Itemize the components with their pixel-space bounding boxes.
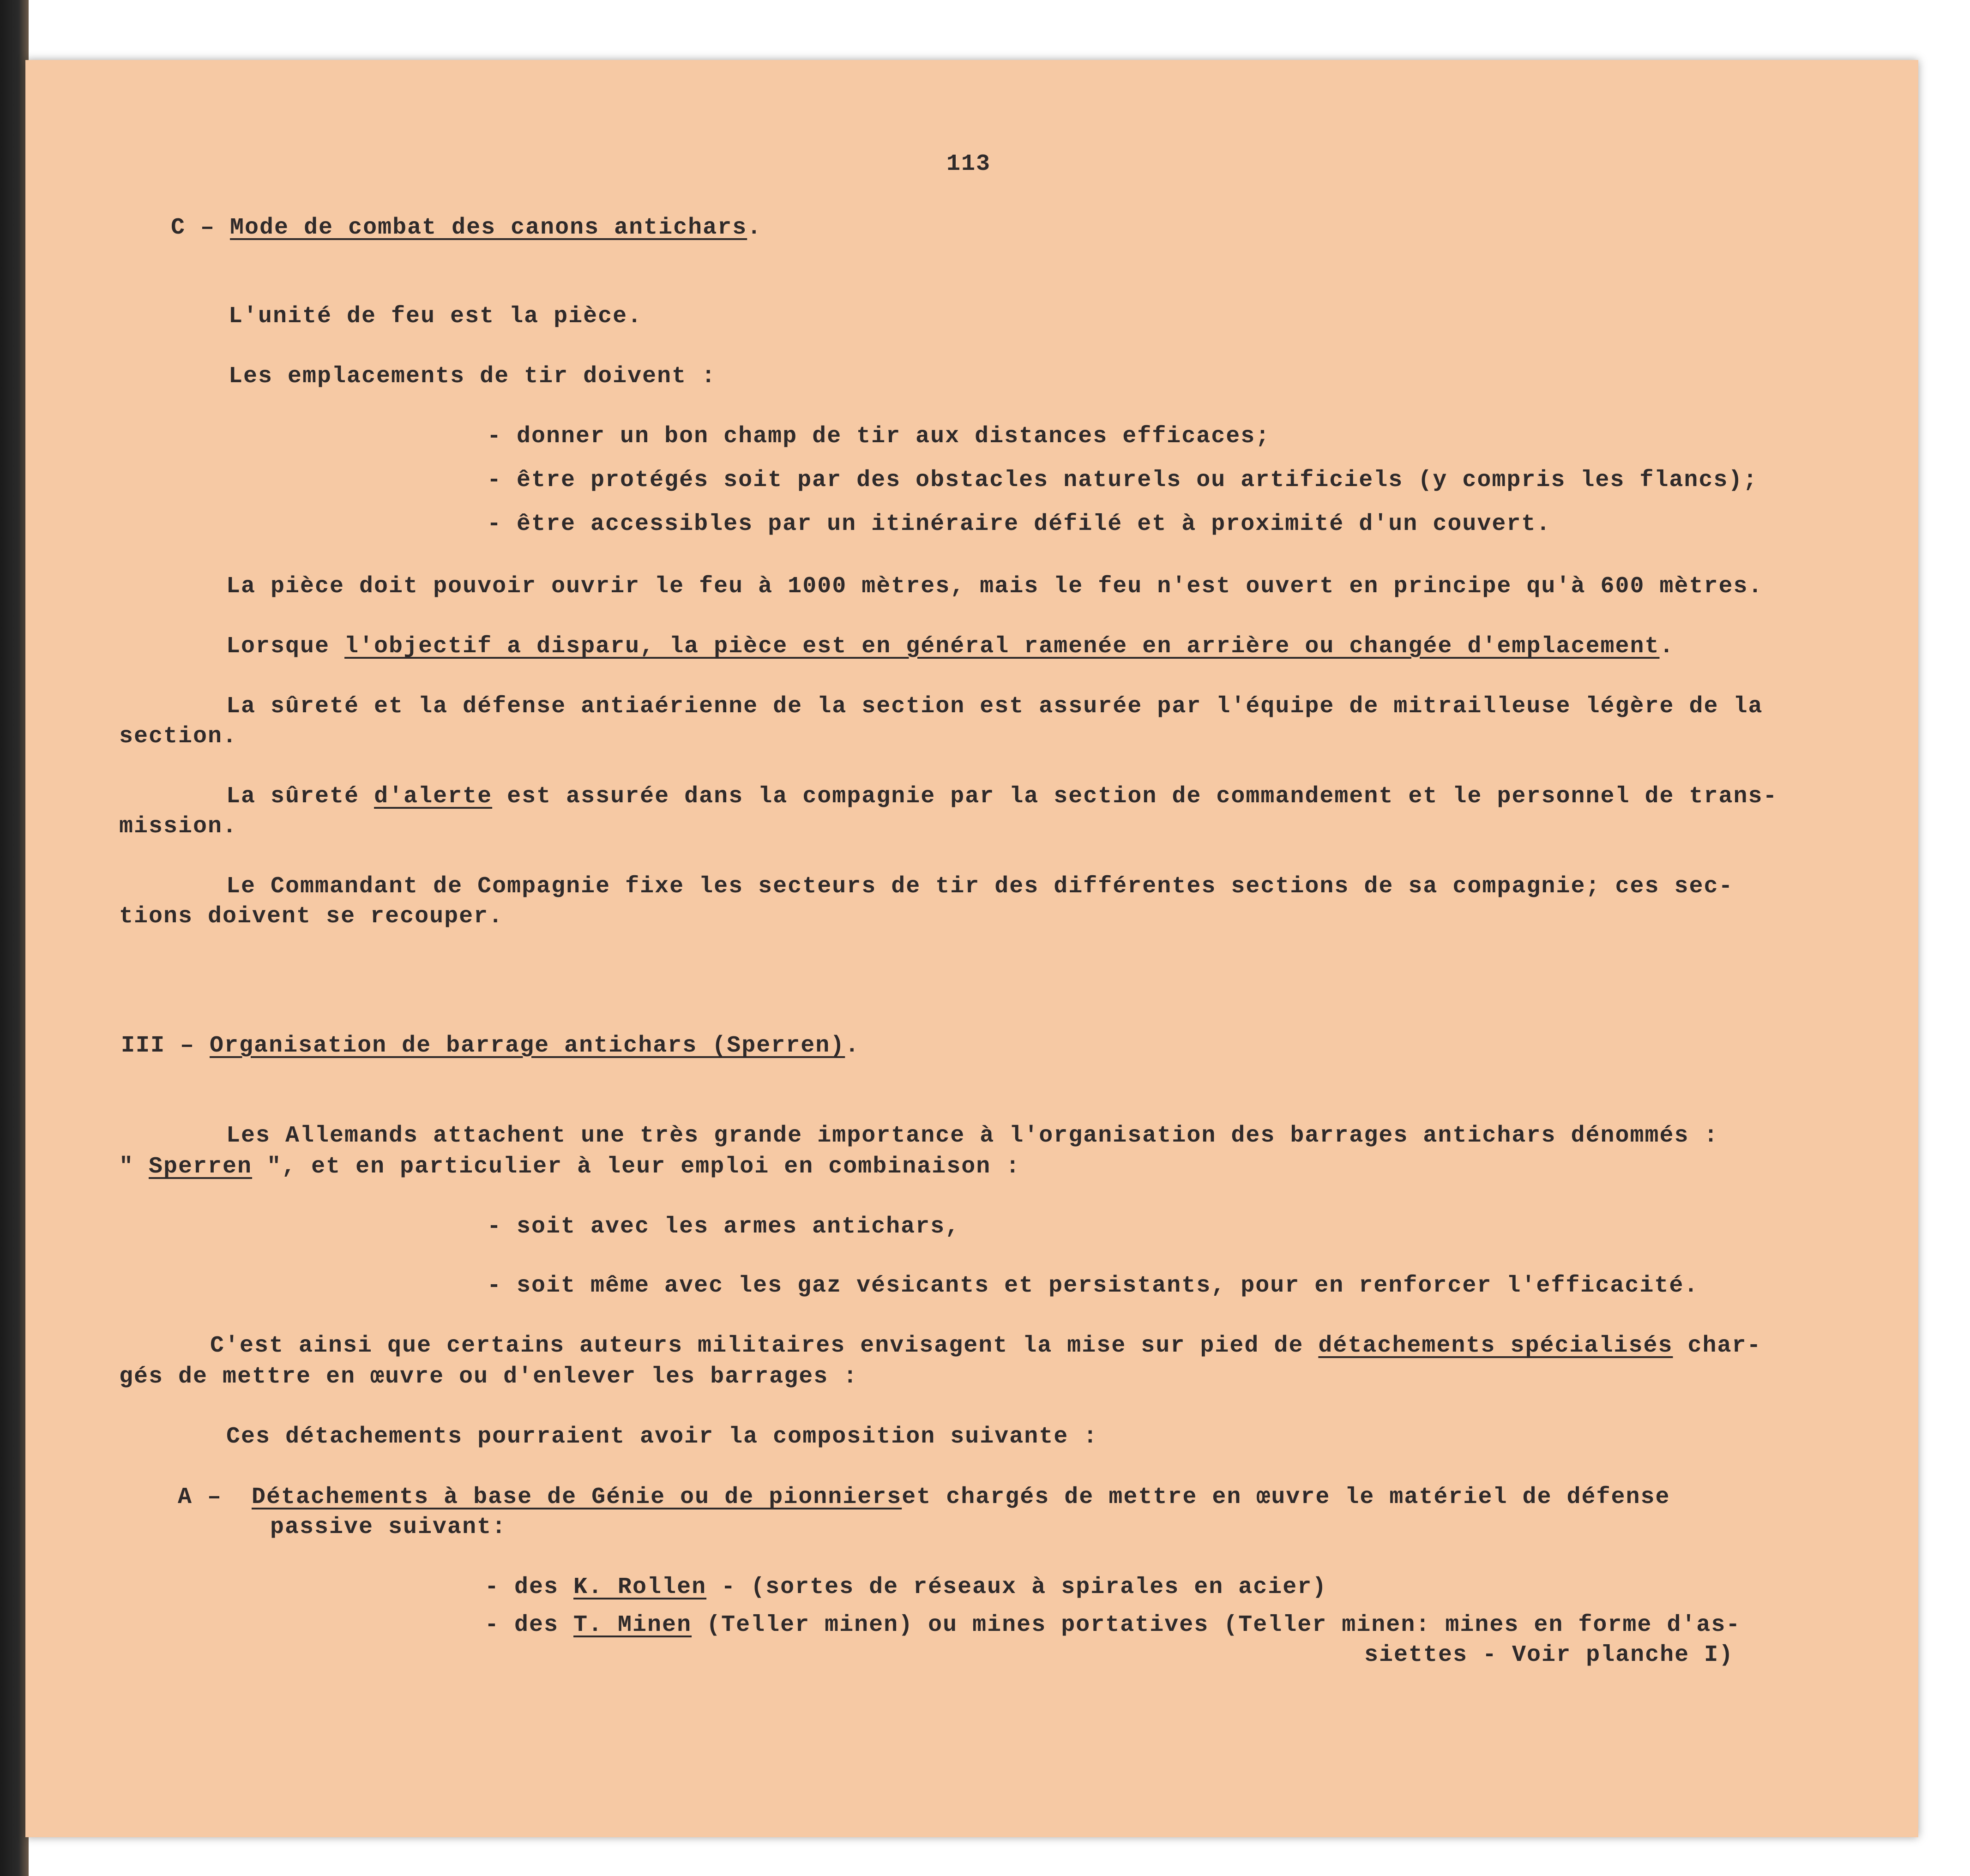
section-iii-title: Organisation de barrage antichars (Sperren) — [210, 1033, 845, 1059]
bullet-1-1: - donner un bon champ de tir aux distances efficaces; — [487, 423, 1271, 450]
paragraph-6-line-1: La sûreté d'alerte est assurée dans la compagnie par la section de commandement et le personnel de trans- — [226, 783, 1778, 810]
paragraph-8-line-1: Les Allemands attachent une très grande importance à l'organisation des barrages antichars dénommés : — [226, 1123, 1719, 1149]
sperren-term: Sperren — [149, 1154, 253, 1180]
paragraph-4: Lorsque l'objectif a disparu, la pièce est en général ramenée en arrière ou changée d'emplacement. — [226, 633, 1675, 660]
bullet-3-1: - des K. Rollen - (sortes de réseaux à spirales en acier) — [485, 1574, 1327, 1600]
paragraph-7-line-2: tions doivent se recouper. — [119, 903, 504, 930]
paragraph-10: Ces détachements pourraient avoir la composition suivante : — [226, 1424, 1098, 1450]
paragraph-7-line-1: Le Commandant de Compagnie fixe les secteurs de tir des différentes sections de sa compagnie; ces sec- — [226, 873, 1734, 900]
section-c-title-end: . — [747, 215, 762, 241]
section-iii-title-end: . — [845, 1033, 860, 1059]
bullet-3-2-continued: siettes - Voir planche I) — [1364, 1642, 1734, 1668]
paragraph-4-underlined: l'objectif a disparu, la pièce est en général ramenée en arrière ou changée d'emplacement — [344, 633, 1660, 660]
item-a-underlined: Détachements à base de Génie ou de pionniers — [252, 1484, 902, 1510]
paragraph-8-line-2: " Sperren ", et en particulier à leur emploi en combinaison : — [119, 1154, 1021, 1180]
bullet-2-2: - soit même avec les gaz vésicants et persistants, pour en renforcer l'efficacité. — [487, 1273, 1699, 1299]
bullet-1-3: - être accessibles par un itinéraire défilé et à proximité d'un couvert. — [487, 511, 1551, 537]
item-a-prefix: A – — [178, 1484, 223, 1510]
section-iii-heading — [121, 1032, 860, 1060]
paragraph-3: La pièce doit pouvoir ouvrir le feu à 1000 mètres, mais le feu n'est ouvert en principe qu'à 600 mètres. — [226, 573, 1763, 600]
paragraph-9-line-1: C'est ainsi que certains auteurs militaires envisagent la mise sur pied de détachements spécialisés char- — [210, 1333, 1762, 1359]
paragraph-1: L'unité de feu est la pièce. — [229, 303, 643, 330]
k-rollen-term: K. Rollen — [573, 1574, 707, 1600]
paragraph-5-line-2: section. — [119, 723, 238, 750]
section-iii-prefix: III – — [121, 1033, 195, 1059]
section-c-title: Mode de combat des canons antichars — [230, 215, 747, 241]
item-a-line-1: A – Détachements à base de Génie ou de pionnierset chargés de mettre en œuvre le matériel de défense — [178, 1484, 1670, 1510]
section-c-prefix: C – — [171, 215, 216, 241]
t-minen-term: T. Minen — [573, 1612, 692, 1638]
page-number: 113 — [946, 151, 991, 177]
paragraph-2: Les emplacements de tir doivent : — [229, 363, 717, 390]
bullet-2-1: - soit avec les armes antichars, — [487, 1214, 960, 1240]
item-a-line-2: passive suivant: — [270, 1514, 507, 1540]
paragraph-6-line-2: mission. — [119, 813, 238, 840]
paragraph-6-underlined: d'alerte — [374, 783, 493, 810]
paragraph-9-line-2: gés de mettre en œuvre ou d'enlever les barrages : — [119, 1364, 858, 1390]
bullet-3-2: - des T. Minen (Teller minen) ou mines portatives (Teller minen: mines en forme d'as- — [485, 1612, 1741, 1638]
book-binding — [0, 0, 29, 1876]
paragraph-9-underlined: détachements spécialisés — [1318, 1333, 1673, 1359]
section-c-heading — [171, 214, 762, 242]
bullet-1-2: - être protégés soit par des obstacles naturels ou artificiels (y compris les flancs); — [487, 467, 1758, 493]
paragraph-5-line-1: La sûreté et la défense antiaérienne de la section est assurée par l'équipe de mitrailleuse légère de la — [226, 693, 1763, 720]
